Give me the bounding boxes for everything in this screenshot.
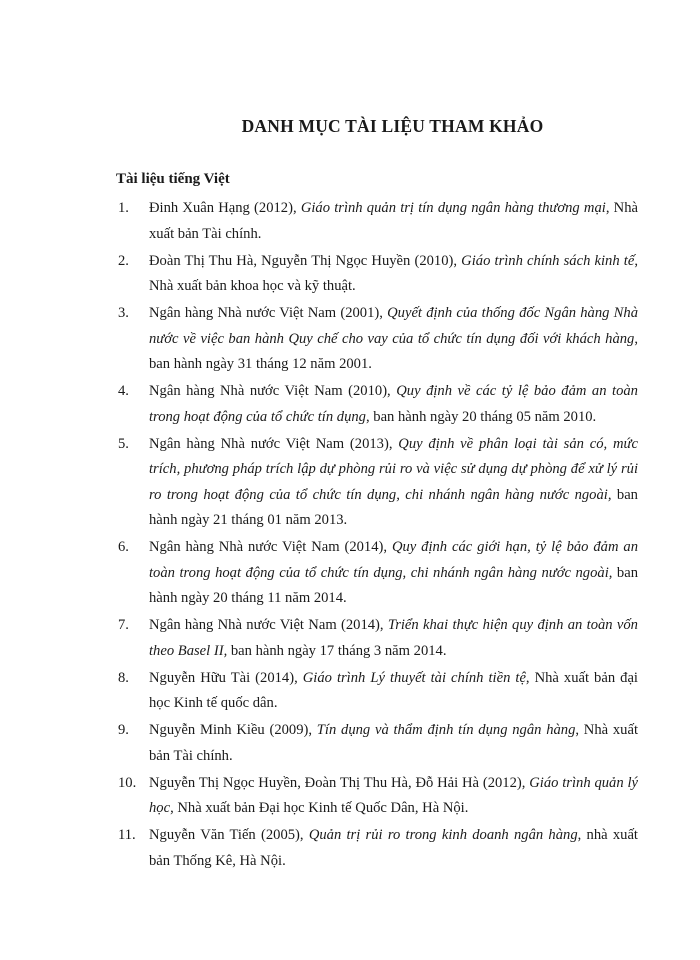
reference-item [118,301,638,378]
reference-title: Triển khai thực hiện quy định an toàn vốn theo Basel II, [149,617,638,659]
reference-number: 8. [118,669,129,686]
reference-publisher: , nhà xuất bản Thống Kê, Hà Nội. [149,827,638,869]
reference-number: 6. [118,539,129,555]
reference-number: 9. [118,722,129,738]
reference-title: Giáo trình quản trị tín dụng ngân hàng thương mại [300,200,606,216]
reference-author-year: Nguyễn Thị Ngọc Huyền, Đoàn Thị Thu Hà, Đỗ Hải Hà (2012), [149,774,530,791]
reference-text [149,617,638,659]
reference-list [118,196,638,876]
reference-author-year: Nguyễn Văn Tiến (2005), [149,827,309,843]
reference-text [149,722,638,764]
reference-publisher: , Nhà xuất bản Tài chính. [149,200,638,242]
reference-text [149,200,638,242]
reference-item [118,613,638,664]
reference-publisher: , Nhà xuất bản Tài chính. [149,722,638,764]
reference-item [118,666,638,717]
reference-author-year: Ngân hàng Nhà nước Việt Nam (2010), [149,383,397,399]
reference-publisher: , ban hành ngày 31 tháng 12 năm 2001. [149,330,638,372]
reference-publisher: , Nhà xuất bản đại học Kinh tế quốc dân. [149,669,638,711]
reference-text [149,539,638,606]
reference-author-year: Ngân hàng Nhà nước Việt Nam (2013), [149,435,399,452]
reference-text [149,305,638,372]
reference-title: Quy định về phân loại tài sản có, mức trích, phương pháp trích lập dự phòng rủi ro và việc sử dụng dự phòng để xử lý rủi ro trong hoạt động của tổ chức tín dụng, chi nhánh ngân hàng nước ngoài, [149,435,638,503]
reference-item [118,535,638,612]
reference-item [118,771,638,822]
reference-author-year: Ngân hàng Nhà nước Việt Nam (2014), [149,617,388,633]
reference-number: 4. [118,383,129,399]
reference-publisher: ban hành ngày 20 tháng 11 năm 2014. [149,564,638,606]
reference-item [118,718,638,769]
reference-item [118,823,638,874]
reference-text [149,253,638,295]
reference-author-year: Ngân hàng Nhà nước Việt Nam (2014), [149,539,392,555]
reference-number: 2. [118,252,129,269]
reference-item [118,249,638,300]
reference-title: Giáo trình Lý thuyết tài chính tiền tệ [302,669,526,686]
reference-text [149,827,638,869]
reference-number: 5. [118,435,129,452]
reference-author-year: Ngân hàng Nhà nước Việt Nam (2001), [149,305,388,321]
reference-number: 11. [118,827,136,843]
reference-text [149,383,638,425]
reference-text [149,436,638,529]
reference-title: Quy định các giới hạn, tỷ lệ bảo đảm an toàn trong hoạt động của tổ chức tín dụng, chi nhánh ngân hàng nước ngoài, [149,539,638,581]
reference-author-year: Nguyễn Hữu Tài (2014), [149,669,303,686]
reference-number: 1. [118,200,129,216]
reference-number: 3. [118,305,129,321]
reference-title: Quy định về các tỷ lệ bảo đảm an toàn trong hoạt động của tổ chức tín dụng [149,383,638,425]
reference-item [118,432,638,534]
reference-author-year: Nguyễn Minh Kiều (2009), [149,722,317,738]
reference-title: Tín dụng và thẩm định tín dụng ngân hàng [316,722,576,738]
reference-text [149,775,638,817]
reference-publisher: , Nhà xuất bản Đại học Kinh tế Quốc Dân, Hà Nội. [170,800,469,816]
reference-publisher: ban hành ngày 17 tháng 3 năm 2014. [227,642,447,659]
reference-number: 7. [118,617,129,633]
reference-publisher: ban hành ngày 21 tháng 01 năm 2013. [149,486,638,528]
reference-number: 10. [118,774,137,791]
reference-author-year: Đoàn Thị Thu Hà, Nguyễn Thị Ngọc Huyền (2010), [149,252,462,269]
page-title: DANH MỤC TÀI LIỆU THAM KHẢO [241,116,544,136]
reference-publisher: , Nhà xuất bản khoa học và kỹ thuật. [149,252,638,294]
reference-title: Quyết định của thống đốc Ngân hàng Nhà nước về việc ban hành Quy chế cho vay của tổ chức tín dụng đối với khách hàng [149,305,638,347]
reference-publisher: , ban hành ngày 20 tháng 05 năm 2010. [365,408,597,425]
reference-title: Quản trị rủi ro trong kinh doanh ngân hàng [308,827,578,843]
reference-item [118,379,638,430]
reference-item [118,196,638,247]
reference-author-year: Đinh Xuân Hạng (2012), [149,200,301,216]
section-heading: Tài liệu tiếng Việt [116,171,230,187]
reference-title: Giáo trình quản lý học [149,774,638,816]
reference-text [149,670,638,712]
reference-title: Giáo trình chính sách kinh tế [461,252,635,269]
